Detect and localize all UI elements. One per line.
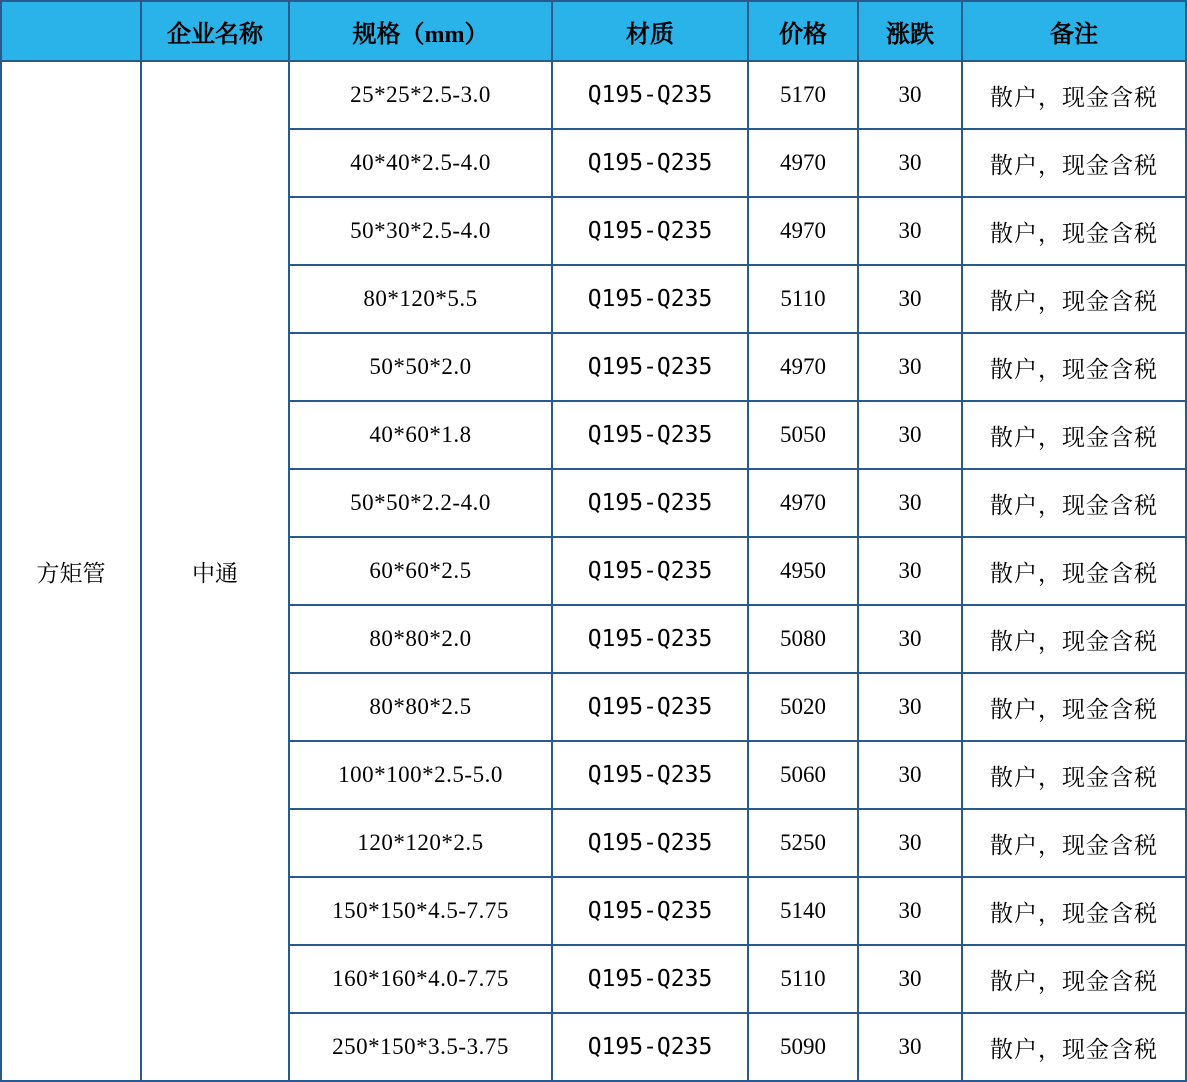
- cell-material: Q195-Q235: [552, 401, 748, 469]
- cell-material: Q195-Q235: [552, 197, 748, 265]
- cell-price: 5110: [748, 265, 858, 333]
- cell-material: Q195-Q235: [552, 945, 748, 1013]
- cell-material: Q195-Q235: [552, 673, 748, 741]
- header-cell-change: 涨跌: [858, 1, 962, 61]
- cell-price: 5140: [748, 877, 858, 945]
- cell-change: 30: [858, 61, 962, 129]
- header-cell-note: 备注: [962, 1, 1186, 61]
- cell-material: Q195-Q235: [552, 537, 748, 605]
- cell-change: 30: [858, 265, 962, 333]
- cell-change: 30: [858, 673, 962, 741]
- cell-material: Q195-Q235: [552, 129, 748, 197]
- cell-change: 30: [858, 605, 962, 673]
- cell-note: 散户，现金含税: [962, 469, 1186, 537]
- cell-note: 散户，现金含税: [962, 877, 1186, 945]
- cell-note: 散户，现金含税: [962, 809, 1186, 877]
- cell-note: 散户，现金含税: [962, 1013, 1186, 1081]
- cell-material: Q195-Q235: [552, 877, 748, 945]
- cell-material: Q195-Q235: [552, 469, 748, 537]
- cell-price: 5170: [748, 61, 858, 129]
- cell-spec: 150*150*4.5-7.75: [289, 877, 552, 945]
- cell-price: 5110: [748, 945, 858, 1013]
- cell-note: 散户，现金含税: [962, 129, 1186, 197]
- company-label-cell: 中通: [141, 61, 289, 1081]
- cell-spec: 50*50*2.2-4.0: [289, 469, 552, 537]
- cell-material: Q195-Q235: [552, 61, 748, 129]
- cell-change: 30: [858, 877, 962, 945]
- cell-change: 30: [858, 401, 962, 469]
- header-cell-price: 价格: [748, 1, 858, 61]
- cell-note: 散户，现金含税: [962, 401, 1186, 469]
- cell-change: 30: [858, 809, 962, 877]
- table-body: [1, 61, 1186, 1081]
- cell-price: 4950: [748, 537, 858, 605]
- table-header-row: [1, 1, 1186, 61]
- cell-price: 5250: [748, 809, 858, 877]
- cell-price: 5060: [748, 741, 858, 809]
- cell-price: 4970: [748, 333, 858, 401]
- cell-spec: 60*60*2.5: [289, 537, 552, 605]
- cell-price: 5050: [748, 401, 858, 469]
- header-cell-material: 材质: [552, 1, 748, 61]
- cell-change: 30: [858, 129, 962, 197]
- cell-note: 散户，现金含税: [962, 61, 1186, 129]
- group-label-cell: 方矩管: [1, 61, 141, 1081]
- cell-price: 5080: [748, 605, 858, 673]
- cell-note: 散户，现金含税: [962, 537, 1186, 605]
- cell-change: 30: [858, 1013, 962, 1081]
- cell-price: 5090: [748, 1013, 858, 1081]
- cell-spec: 40*60*1.8: [289, 401, 552, 469]
- cell-price: 4970: [748, 129, 858, 197]
- header-cell-spec: 规格（mm）: [289, 1, 552, 61]
- cell-note: 散户，现金含税: [962, 673, 1186, 741]
- cell-change: 30: [858, 333, 962, 401]
- cell-spec: 120*120*2.5: [289, 809, 552, 877]
- cell-material: Q195-Q235: [552, 1013, 748, 1081]
- cell-price: 5020: [748, 673, 858, 741]
- cell-change: 30: [858, 741, 962, 809]
- cell-change: 30: [858, 945, 962, 1013]
- cell-spec: 40*40*2.5-4.0: [289, 129, 552, 197]
- cell-spec: 160*160*4.0-7.75: [289, 945, 552, 1013]
- cell-spec: 50*30*2.5-4.0: [289, 197, 552, 265]
- cell-spec: 80*120*5.5: [289, 265, 552, 333]
- cell-spec: 250*150*3.5-3.75: [289, 1013, 552, 1081]
- cell-note: 散户，现金含税: [962, 741, 1186, 809]
- cell-note: 散户，现金含税: [962, 605, 1186, 673]
- cell-change: 30: [858, 197, 962, 265]
- cell-change: 30: [858, 469, 962, 537]
- cell-material: Q195-Q235: [552, 265, 748, 333]
- cell-note: 散户，现金含税: [962, 197, 1186, 265]
- table-row: [1, 61, 1186, 129]
- cell-spec: 80*80*2.5: [289, 673, 552, 741]
- cell-material: Q195-Q235: [552, 809, 748, 877]
- cell-spec: 25*25*2.5-3.0: [289, 61, 552, 129]
- cell-material: Q195-Q235: [552, 333, 748, 401]
- cell-note: 散户，现金含税: [962, 265, 1186, 333]
- cell-price: 4970: [748, 197, 858, 265]
- cell-spec: 100*100*2.5-5.0: [289, 741, 552, 809]
- header-cell-blank: [1, 1, 141, 61]
- cell-spec: 80*80*2.0: [289, 605, 552, 673]
- header-cell-company: 企业名称: [141, 1, 289, 61]
- cell-material: Q195-Q235: [552, 605, 748, 673]
- cell-spec: 50*50*2.0: [289, 333, 552, 401]
- cell-price: 4970: [748, 469, 858, 537]
- cell-note: 散户，现金含税: [962, 945, 1186, 1013]
- cell-material: Q195-Q235: [552, 741, 748, 809]
- cell-note: 散户，现金含税: [962, 333, 1186, 401]
- cell-change: 30: [858, 537, 962, 605]
